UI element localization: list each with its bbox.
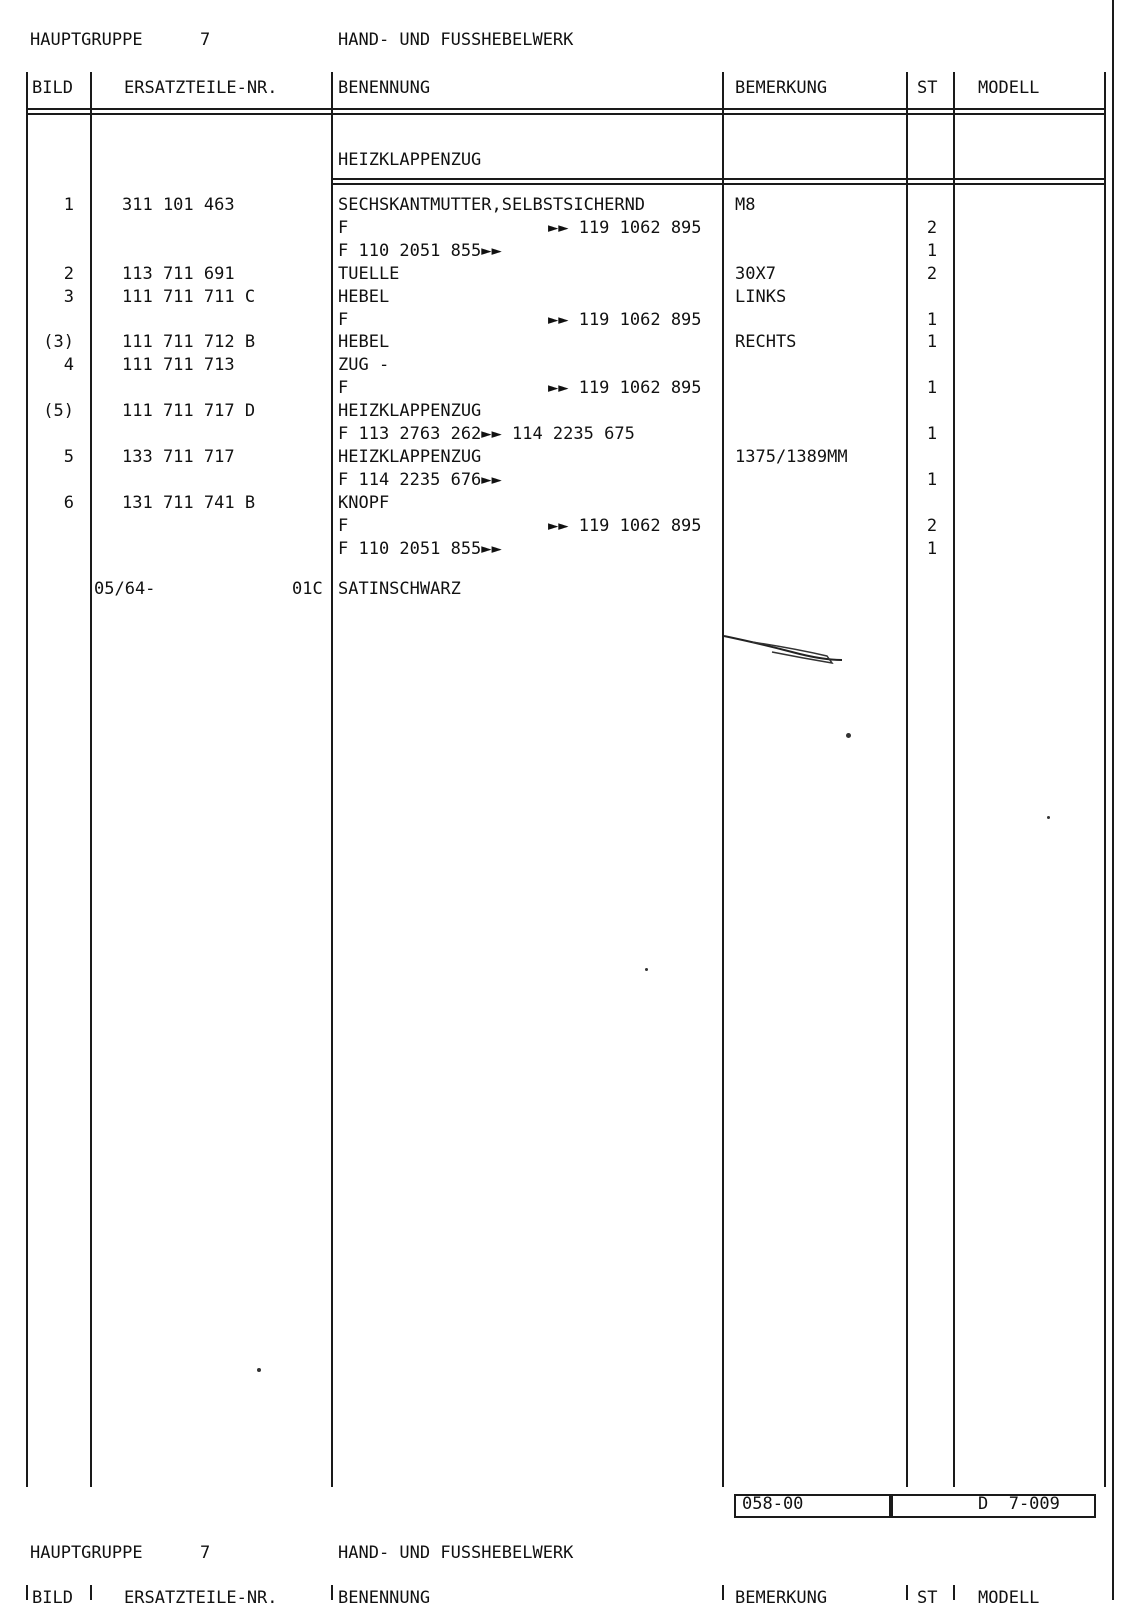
hauptgruppe-number: 7 xyxy=(200,30,211,50)
row-name: F 110 2051 855►► xyxy=(338,538,502,559)
row-bild: 5 xyxy=(63,446,74,467)
next-col-header-bild: BILD xyxy=(32,1588,73,1608)
next-hauptgruppe-number: 7 xyxy=(200,1543,211,1563)
col-header-name: BENENNUNG xyxy=(338,78,431,98)
row-name: HEIZKLAPPENZUG xyxy=(338,446,482,467)
next-divider-part xyxy=(331,1585,333,1600)
group-title: HAND- UND FUSSHEBELWERK xyxy=(338,30,574,50)
row-qty: 1 xyxy=(926,538,938,559)
row-name: TUELLE xyxy=(338,263,400,284)
row-name: F 113 2763 262►► 114 2235 675 xyxy=(338,424,635,444)
row-part-number: 131 711 741 B xyxy=(122,492,256,513)
color-date: 05/64- xyxy=(94,579,156,599)
next-divider-bild xyxy=(90,1585,92,1600)
row-part-number: 133 711 717 xyxy=(122,446,235,467)
header-rule-bottom xyxy=(26,113,1106,115)
section-rule-top xyxy=(331,178,1106,180)
next-col-header-model: MODELL xyxy=(978,1588,1040,1608)
row-qty: 1 xyxy=(926,469,938,490)
table-row xyxy=(0,515,1143,540)
row-replacement-ref: ►► 119 1062 895 xyxy=(548,378,702,399)
table-row xyxy=(0,309,1143,334)
row-bild: 1 xyxy=(63,195,74,215)
col-header-note: BEMERKUNG xyxy=(735,78,828,98)
color-code: 01C xyxy=(292,579,323,599)
row-bild: 6 xyxy=(63,492,74,513)
row-part-number: 111 711 713 xyxy=(122,355,235,376)
row-name: F xyxy=(338,309,349,330)
table-row xyxy=(0,217,1143,242)
row-replacement-ref: ►► 119 1062 895 xyxy=(548,309,702,330)
row-name: F xyxy=(338,217,349,238)
table-row xyxy=(0,469,1143,494)
row-replacement-ref: ►► 119 1062 895 xyxy=(548,515,702,536)
footer-code-right: D 7-009 xyxy=(978,1494,1060,1514)
row-name: HEBEL xyxy=(338,332,390,353)
scan-speck xyxy=(846,733,851,738)
row-qty: 1 xyxy=(926,378,938,399)
table-row xyxy=(0,538,1143,563)
row-name: KNOPF xyxy=(338,492,390,513)
row-name: HEIZKLAPPENZUG xyxy=(338,401,482,422)
header-rule-top xyxy=(26,108,1106,110)
next-group-title: HAND- UND FUSSHEBELWERK xyxy=(338,1543,574,1563)
row-part-number: 111 711 712 B xyxy=(122,332,256,353)
scan-speck xyxy=(257,1368,261,1372)
pen-stroke-mark xyxy=(722,630,862,680)
hauptgruppe-label: HAUPTGRUPPE xyxy=(30,30,143,50)
row-note: RECHTS xyxy=(735,332,797,353)
table-row xyxy=(0,380,1143,402)
row-bild: 3 xyxy=(63,286,74,307)
section-rule-bottom xyxy=(331,183,1106,185)
row-name: ZUG - xyxy=(338,355,390,376)
row-qty: 1 xyxy=(926,424,938,444)
next-col-header-qty: ST xyxy=(917,1588,938,1608)
scan-speck xyxy=(1047,816,1050,819)
row-bild: 4 xyxy=(63,355,74,376)
section-title: HEIZKLAPPENZUG xyxy=(338,150,482,170)
next-table-border-left xyxy=(26,1585,28,1600)
col-header-bild: BILD xyxy=(32,78,73,98)
table-row xyxy=(0,403,1143,425)
footer-code-left: 058-00 xyxy=(742,1494,804,1514)
row-qty: 2 xyxy=(926,263,938,284)
table-row xyxy=(0,492,1143,517)
row-note: 1375/1389MM xyxy=(735,446,848,467)
table-row xyxy=(0,426,1143,448)
next-col-header-name: BENENNUNG xyxy=(338,1588,431,1608)
table-row xyxy=(0,286,1143,311)
row-qty: 2 xyxy=(926,515,938,536)
row-qty: 1 xyxy=(926,332,938,353)
row-part-number: 111 711 711 C xyxy=(122,286,256,307)
table-row xyxy=(0,197,1143,219)
col-header-model: MODELL xyxy=(978,78,1040,98)
row-note: LINKS xyxy=(735,286,787,307)
row-name: SECHSKANTMUTTER,SELBSTSICHERND xyxy=(338,195,646,215)
table-row xyxy=(0,446,1143,471)
row-note: M8 xyxy=(735,195,756,215)
col-header-part-no: ERSATZTEILE-NR. xyxy=(124,78,278,98)
table-row xyxy=(0,240,1143,265)
row-qty: 1 xyxy=(926,309,938,330)
row-qty: 2 xyxy=(926,217,938,238)
col-header-qty: ST xyxy=(917,78,938,98)
row-part-number: 311 101 463 xyxy=(122,195,235,215)
next-divider-note xyxy=(906,1585,908,1600)
row-qty: 1 xyxy=(926,240,938,261)
next-divider-qty xyxy=(953,1585,955,1600)
row-part-number: 113 711 691 xyxy=(122,263,235,284)
table-row xyxy=(0,334,1143,356)
row-name: F xyxy=(338,515,349,536)
row-replacement-ref: ►► 119 1062 895 xyxy=(548,217,702,238)
row-bild: (3) xyxy=(43,332,74,353)
table-row xyxy=(0,357,1143,379)
next-divider-name xyxy=(722,1585,724,1600)
next-hauptgruppe-label: HAUPTGRUPPE xyxy=(30,1543,143,1563)
row-part-number: 111 711 717 D xyxy=(122,401,256,422)
scan-speck xyxy=(645,968,648,971)
row-bild: (5) xyxy=(43,401,74,422)
row-bild: 2 xyxy=(63,263,74,284)
next-col-header-note: BEMERKUNG xyxy=(735,1588,828,1608)
row-note: 30X7 xyxy=(735,263,776,284)
next-col-header-part-no: ERSATZTEILE-NR. xyxy=(124,1588,278,1608)
row-name: F xyxy=(338,378,349,399)
row-name: F 114 2235 676►► xyxy=(338,469,502,490)
table-row xyxy=(0,263,1143,288)
row-name: F 110 2051 855►► xyxy=(338,240,502,261)
color-name: SATINSCHWARZ xyxy=(338,579,461,599)
row-name: HEBEL xyxy=(338,286,390,307)
